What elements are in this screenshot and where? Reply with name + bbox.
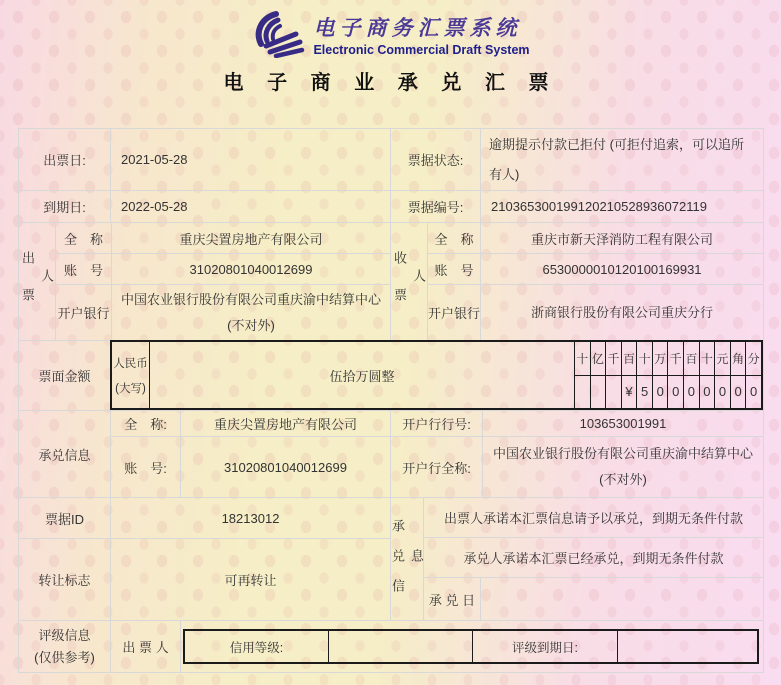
- document-title: 电 子 商 业 承 兑 汇 票: [223, 72, 558, 94]
- amount-unit-row: [575, 342, 761, 376]
- acceptance-left-fields: [110, 410, 390, 497]
- rating-box-cell: [180, 620, 763, 672]
- payee-name-label: 全 称: [427, 222, 480, 253]
- amount-unit-cell: 万: [652, 342, 668, 375]
- acceptance-info-block: [423, 497, 763, 620]
- status-value: 逾期提示付款已拒付 (可拒付追索，可以追所有人): [480, 128, 763, 190]
- amount-digit-cell: 0: [714, 376, 730, 409]
- payee-bank-value: 浙商银行股份有限公司重庆分行: [480, 284, 763, 340]
- credit-grade-value: [328, 631, 472, 662]
- rating-box: [183, 629, 759, 664]
- currency-label-line2: (大写): [115, 382, 146, 395]
- currency-label-line1: 人民币: [113, 357, 148, 370]
- payee-fields: [427, 222, 763, 340]
- amount-unit-cell: 亿: [590, 342, 606, 375]
- payee-name-value: 重庆市新天泽消防工程有限公司: [480, 222, 763, 253]
- payee-section-label: 收票人: [390, 222, 427, 340]
- amount-digit-row: [575, 376, 761, 409]
- acceptance-account-section-label: 承兑信息: [18, 410, 110, 497]
- amount-unit-cell: 十: [636, 342, 652, 375]
- rating-section-label-line2: (仅供参考): [34, 649, 95, 665]
- rating-section-label-line1: 评级信息: [38, 627, 91, 643]
- acceptance-date-label: 承 兑 日: [423, 577, 480, 620]
- payee-account-value: 6530000010120100169931: [480, 253, 763, 284]
- bill-id-label: 票据ID: [18, 497, 110, 538]
- drawer-account-value: 31020801040012699: [111, 253, 390, 284]
- row-issue-status: [18, 128, 763, 190]
- acceptance-info-section-label: 承兑信息: [390, 497, 423, 620]
- amount-unit-cell: 角: [730, 342, 746, 375]
- amount-unit-cell: 分: [745, 342, 761, 375]
- due-date-label: 到期日:: [18, 190, 110, 222]
- amount-unit-cell: 十: [576, 351, 589, 366]
- amount-digit-cell: 0: [652, 376, 668, 409]
- credit-grade-label: 信用等级:: [229, 640, 284, 655]
- drawer-name-value: 重庆尖置房地产有限公司: [111, 222, 390, 253]
- amount-digit-grid: [574, 342, 761, 408]
- acceptance-account-value: 31020801040012699: [180, 436, 390, 497]
- amount-in-words: 伍拾万圆整: [329, 368, 395, 384]
- system-subtitle: Electronic Commercial Draft System: [313, 42, 530, 57]
- row-rating: [18, 620, 763, 672]
- currency-label: [112, 342, 150, 408]
- drawer-promise-text: 出票人承诺本汇票信息请予以承兑，到期无条件付款: [423, 497, 763, 537]
- drawer-name-label: 全 称: [55, 222, 111, 253]
- drawer-bank-label: 开户银行: [55, 284, 111, 340]
- amount-digit-cell: 0: [730, 376, 746, 409]
- amount-unit-cell: 百: [683, 342, 699, 375]
- brand: [0, 10, 781, 58]
- acceptance-name-value: 重庆尖置房地产有限公司: [180, 410, 390, 436]
- drawer-section-label: 出票人: [18, 222, 55, 340]
- system-title: 电子商务汇票系统: [313, 15, 522, 40]
- drawer-bank-value: 中国农业银行股份有限公司重庆渝中结算中心 (不对外): [111, 284, 390, 340]
- amount-digit-cell: 0: [745, 376, 761, 409]
- amount-unit-cell: 元: [714, 342, 730, 375]
- row-acceptance-account: [18, 410, 763, 497]
- brand-text: [313, 12, 529, 57]
- header: [0, 10, 781, 95]
- rating-party-label: 出 票 人: [110, 620, 180, 672]
- payee-account-label: 账 号: [427, 253, 480, 284]
- amount-digit-cell: 5: [636, 376, 652, 409]
- amount-digit-cell: [590, 376, 606, 409]
- acceptance-bank-no-value: 103653001991: [482, 410, 763, 436]
- acceptance-date-value: [480, 577, 763, 620]
- rating-expiry-label: 评级到期日:: [472, 631, 617, 662]
- issue-date-value: 2021-05-28: [110, 128, 390, 190]
- amount-digit-cell: 0: [667, 376, 683, 409]
- amount-section-label: 票面金额: [18, 340, 110, 410]
- acceptor-promise-text: 承兑人承诺本汇票已经承兑，到期无条件付款: [423, 537, 763, 577]
- amount-digit-cell: ¥: [621, 376, 637, 409]
- bill-number-value: 210365300199120210528936072119: [480, 190, 763, 222]
- bill-id-value: 18213012: [110, 497, 390, 538]
- id-transfer-block: [18, 497, 390, 620]
- amount-digit-cell: [605, 376, 621, 409]
- amount-box: [110, 340, 763, 410]
- transfer-flag-label: 转让标志: [18, 538, 110, 620]
- amount-digit-cell: [575, 376, 590, 409]
- rating-expiry-value: [617, 631, 757, 662]
- payee-bank-label: 开户银行: [427, 284, 480, 340]
- amount-unit-cell: 千: [667, 342, 683, 375]
- status-label: 票据状态:: [390, 128, 480, 190]
- acceptance-name-label: 全 称:: [110, 410, 180, 436]
- amount-digit-cell: 0: [683, 376, 699, 409]
- acceptance-right-fields: [390, 410, 763, 497]
- due-date-value: 2022-05-28: [110, 190, 390, 222]
- acceptance-bank-name-value: 中国农业银行股份有限公司重庆渝中结算中心 (不对外): [482, 436, 763, 497]
- rating-section-label: [18, 620, 110, 672]
- amount-unit-cell: 千: [605, 342, 621, 375]
- row-drawer-payee: [18, 222, 763, 340]
- row-due-number: [18, 190, 763, 222]
- row-amount: [18, 340, 763, 410]
- drawer-fields: [55, 222, 390, 340]
- row-id-transfer-promises: [18, 497, 763, 620]
- issue-date-label: 出票日:: [18, 128, 110, 190]
- acceptance-account-label: 账 号:: [110, 436, 180, 497]
- amount-unit-cell: 十: [699, 342, 715, 375]
- system-logo-icon: [251, 10, 305, 58]
- amount-digit-cell: 0: [699, 376, 715, 409]
- amount-unit-cell: 百: [621, 342, 637, 375]
- acceptance-bank-no-label: 开户行行号:: [390, 410, 482, 436]
- acceptance-bank-name-label: 开户行全称:: [390, 436, 482, 497]
- transfer-flag-value: 可再转让: [110, 538, 390, 620]
- drawer-account-label: 账 号: [55, 253, 111, 284]
- bill-number-label: 票据编号:: [390, 190, 480, 222]
- bill-table: [18, 128, 764, 673]
